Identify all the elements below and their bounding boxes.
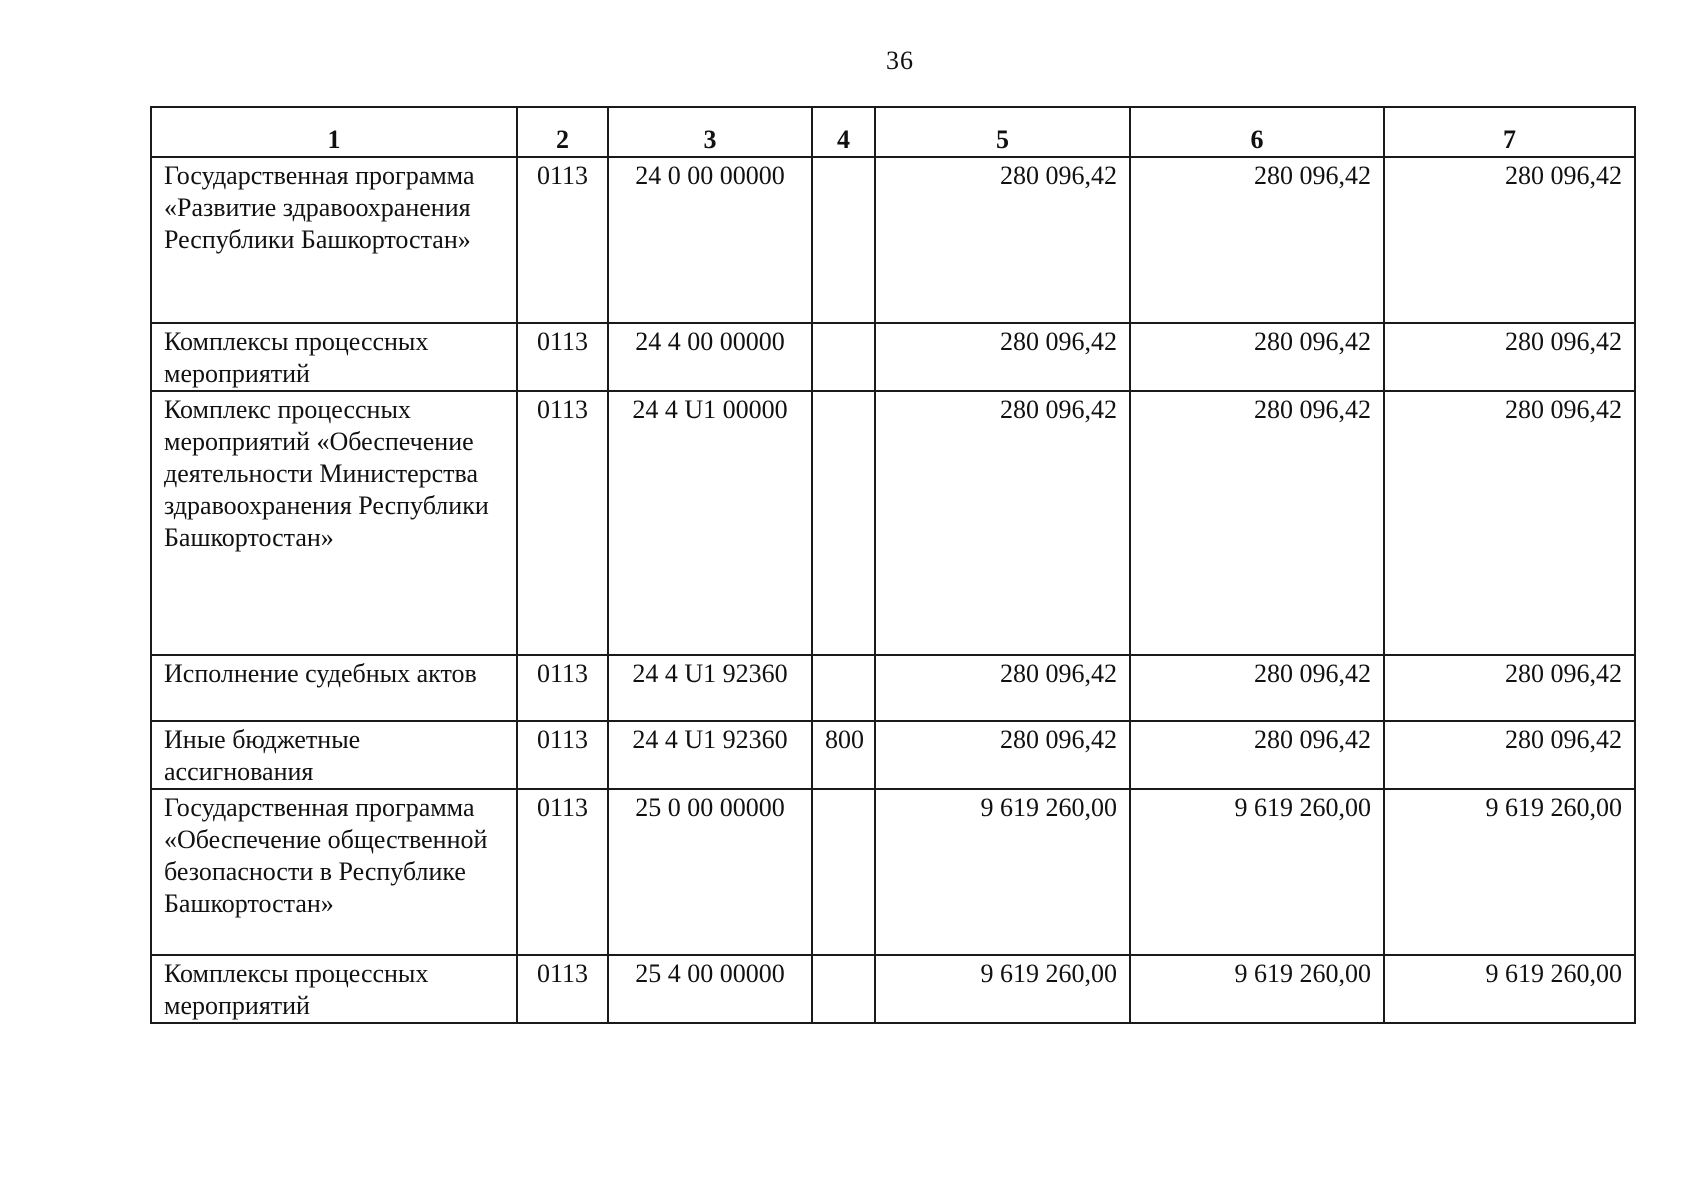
section-cell: 0113	[517, 157, 608, 323]
value-5-cell: 9 619 260,00	[875, 789, 1130, 955]
row-name-cell: Исполнение судебных актов	[151, 655, 517, 721]
section-cell: 0113	[517, 391, 608, 655]
column-header: 6	[1130, 107, 1384, 157]
section-cell: 0113	[517, 789, 608, 955]
page-number: 36	[886, 46, 914, 75]
target-article-cell: 25 0 00 00000	[608, 789, 812, 955]
target-article-cell: 24 0 00 00000	[608, 157, 812, 323]
expense-type-cell	[812, 391, 875, 655]
value-6-cell: 280 096,42	[1130, 157, 1384, 323]
table-row	[151, 391, 1635, 655]
value-6-cell: 280 096,42	[1130, 391, 1384, 655]
table-header-row	[151, 107, 1635, 157]
target-article-cell: 24 4 U1 00000	[608, 391, 812, 655]
section-cell: 0113	[517, 721, 608, 789]
section-cell: 0113	[517, 655, 608, 721]
value-5-cell: 280 096,42	[875, 655, 1130, 721]
expense-type-cell	[812, 655, 875, 721]
row-name-cell: Комплексы процессных мероприятий	[151, 323, 517, 391]
column-header: 7	[1384, 107, 1635, 157]
row-name-cell: Государственная программа «Развитие здравоохранения Республики Башкортостан»	[151, 157, 517, 323]
value-7-cell: 280 096,42	[1384, 391, 1635, 655]
value-5-cell: 280 096,42	[875, 721, 1130, 789]
target-article-cell: 24 4 U1 92360	[608, 655, 812, 721]
column-header: 2	[517, 107, 608, 157]
section-cell: 0113	[517, 323, 608, 391]
value-7-cell: 280 096,42	[1384, 721, 1635, 789]
value-7-cell: 280 096,42	[1384, 157, 1635, 323]
row-name-cell: Комплексы процессных мероприятий	[151, 955, 517, 1023]
value-5-cell: 9 619 260,00	[875, 955, 1130, 1023]
value-7-cell: 9 619 260,00	[1384, 789, 1635, 955]
column-header: 3	[608, 107, 812, 157]
value-6-cell: 280 096,42	[1130, 655, 1384, 721]
row-name-cell: Иные бюджетные ассигнования	[151, 721, 517, 789]
value-6-cell: 9 619 260,00	[1130, 789, 1384, 955]
column-header: 5	[875, 107, 1130, 157]
section-cell: 0113	[517, 955, 608, 1023]
value-6-cell: 280 096,42	[1130, 323, 1384, 391]
target-article-cell: 24 4 00 00000	[608, 323, 812, 391]
row-name-cell: Государственная программа «Обеспечение общественной безопасности в Республике Башкортостан»	[151, 789, 517, 955]
column-header: 4	[812, 107, 875, 157]
table-row	[151, 789, 1635, 955]
table-row	[151, 323, 1635, 391]
budget-table	[150, 106, 1636, 1024]
table-row	[151, 955, 1635, 1023]
target-article-cell: 25 4 00 00000	[608, 955, 812, 1023]
value-5-cell: 280 096,42	[875, 323, 1130, 391]
expense-type-cell	[812, 157, 875, 323]
expense-type-cell: 800	[812, 721, 875, 789]
table-row	[151, 655, 1635, 721]
row-name-cell: Комплекс процессных мероприятий «Обеспечение деятельности Министерства здравоохранения Республики Башкортостан»	[151, 391, 517, 655]
table-row	[151, 721, 1635, 789]
target-article-cell: 24 4 U1 92360	[608, 721, 812, 789]
expense-type-cell	[812, 789, 875, 955]
value-6-cell: 280 096,42	[1130, 721, 1384, 789]
expense-type-cell	[812, 955, 875, 1023]
value-7-cell: 9 619 260,00	[1384, 955, 1635, 1023]
column-header: 1	[151, 107, 517, 157]
value-5-cell: 280 096,42	[875, 157, 1130, 323]
expense-type-cell	[812, 323, 875, 391]
value-6-cell: 9 619 260,00	[1130, 955, 1384, 1023]
table-row	[151, 157, 1635, 323]
value-7-cell: 280 096,42	[1384, 323, 1635, 391]
value-7-cell: 280 096,42	[1384, 655, 1635, 721]
value-5-cell: 280 096,42	[875, 391, 1130, 655]
